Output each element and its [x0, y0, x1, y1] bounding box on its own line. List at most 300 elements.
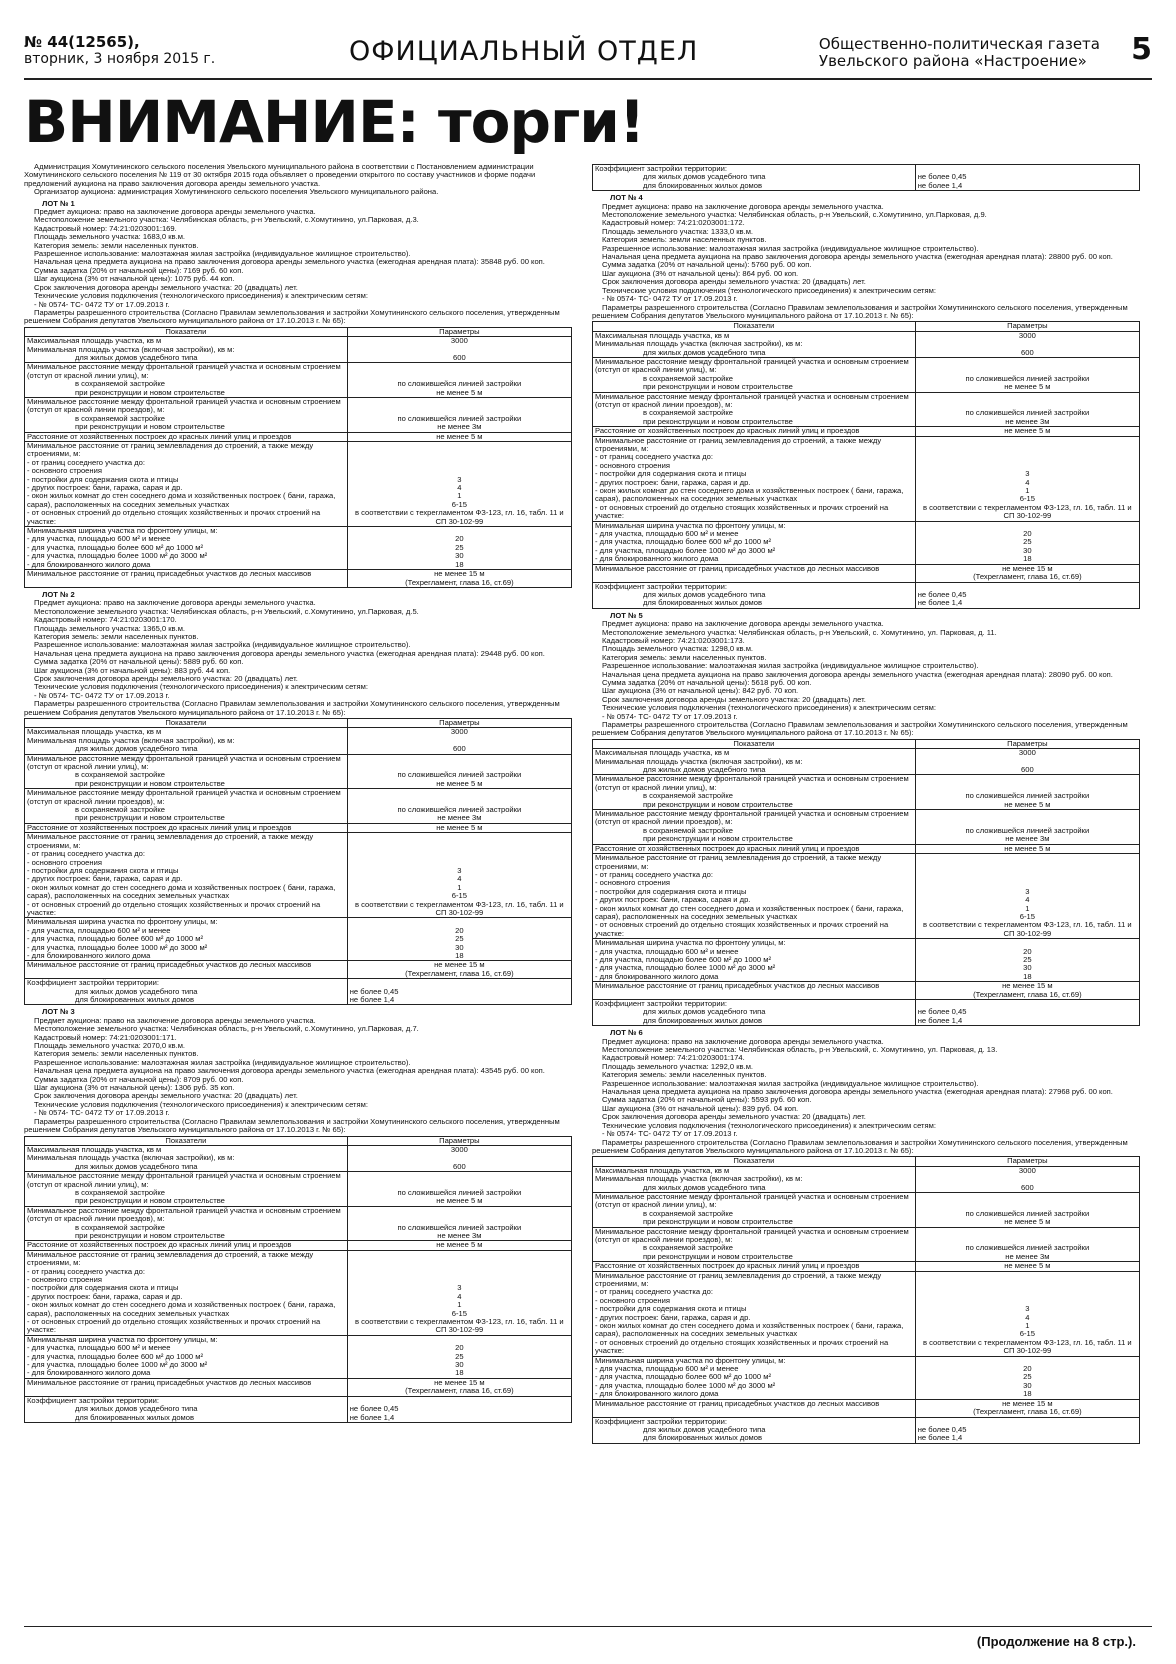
intro-organizer: Организатор аукциона: администрация Хомутининского сельского поселения Увельского муниципального района. [34, 187, 439, 197]
table-cell-value: 30 [455, 942, 464, 952]
table-cell-text: в сохраняемой застройке [643, 1243, 734, 1253]
table-cell-value: (Техрегламент, глава 16, ст.69) [405, 577, 514, 587]
table-cell-text: Минимальное расстояние от границ землевладения до строений, а также между строениями, м: [595, 1270, 882, 1288]
table-row [593, 436, 1140, 521]
lot-line: Шаг аукциона (3% от начальной цены): 1306 руб. 35 коп. [34, 1083, 235, 1093]
table-row [593, 582, 1140, 608]
table-cell: Расстояние от хозяйственных построек до красных линий улиц и проездов [593, 844, 916, 853]
lot-block [24, 200, 572, 588]
table-cell-value: по сложившейся линией застройки [397, 1222, 522, 1232]
table-cell: Расстояние от хозяйственных построек до красных линий улиц и проездов [25, 432, 348, 441]
lot-line: Срок заключения договора аренды земельного участка: 20 (двадцать) лет. [34, 282, 298, 292]
table-cell-value: по сложившейся линией застройки [397, 770, 522, 780]
table-cell-value: 1 [1025, 1321, 1030, 1331]
table-cell: Расстояние от хозяйственных построек до красных линий улиц и проездов [25, 1241, 348, 1250]
table-cell [593, 939, 916, 982]
table-cell-value: (Техрегламент, глава 16, ст.69) [973, 989, 1082, 999]
table-cell-text: для жилых домов усадебного типа [75, 1161, 198, 1171]
lot-line: Сумма задатка (20% от начальной цены): 5593 руб. 60 коп. [602, 1095, 812, 1105]
table-cell-text: Максимальная площадь участка, кв м [27, 336, 162, 346]
lot-line: Местоположение земельного участка: Челябинская область, р-н Увельский, с.Хомутинино, ул.Парковая, д.3. [34, 215, 419, 225]
table-cell-text: - от границ соседнего участка до: [27, 849, 145, 859]
table-cell: не менее 5 м [915, 427, 1139, 436]
table-cell [915, 810, 1139, 845]
lot-line: Начальная цена предмета аукциона на право заключения договора аренды земельного участка (ежегодная арендная плата): 43545 руб. 00 коп. [34, 1066, 545, 1076]
table-cell-value: 20 [1023, 946, 1032, 956]
table-cell-text: для блокированных жилых домов [643, 180, 763, 190]
table-cell-value: по сложившейся линией застройки [965, 1208, 1090, 1218]
table-cell [347, 728, 571, 754]
lot-line: Площадь земельного участка: 1365,0 кв.м. [34, 623, 186, 633]
table-row [25, 1378, 572, 1396]
table-cell-value: в соответствии с техрегламентом ФЗ-123, гл. 16, табл. 11 и СП 30-102-99 [355, 899, 564, 917]
table-cell-text: для жилых домов усадебного типа [75, 986, 198, 996]
table-cell-text: - окон жилых комнат до стен соседнего дома и хозяйственных построек ( бани, гаража, сарая), расположенных на соседних земельных участках [595, 1321, 904, 1339]
table-cell-text: - постройки для содержания скота и птицы [27, 474, 179, 484]
table-cell-value: 6-15 [451, 499, 467, 509]
table-cell-value: 25 [455, 1351, 464, 1361]
table-cell-value: 3000 [1018, 748, 1036, 758]
table-cell-value: не менее 3м [1005, 834, 1050, 844]
section-title: ОФИЦИАЛЬНЫЙ ОТДЕЛ [349, 36, 699, 67]
lot-line: Сумма задатка (20% от начальной цены): 5889 руб. 60 коп. [34, 657, 244, 667]
table-cell-value: не менее 3м [437, 1230, 482, 1240]
lot-line: Категория земель: земли населенных пунктов. [602, 235, 767, 245]
table-cell [593, 392, 916, 427]
table-cell-value: (Техрегламент, глава 16, ст.69) [405, 968, 514, 978]
table-cell [593, 357, 916, 392]
lot-line: Шаг аукциона (3% от начальной цены): 883 руб. 44 коп. [34, 665, 231, 675]
table-cell-value: 6-15 [1019, 494, 1035, 504]
lot-line: Предмет аукциона: право на заключение договора аренды земельного участка. [34, 207, 316, 217]
table-cell-text: - окон жилых комнат до стен соседнего дома и хозяйственных построек ( бани, гаража, сарая), расположенных на соседних земельных участках [595, 903, 904, 921]
table-cell-text: - от границ соседнего участка до: [27, 457, 145, 467]
table-cell-value: в соответствии с техрегламентом ФЗ-123, гл. 16, табл. 11 и СП 30-102-99 [923, 920, 1132, 938]
lot-line: Технические условия подключения (технологического присоединения) к электрическим сетям: [602, 703, 936, 713]
table-cell-text: - постройки для содержания скота и птицы [27, 1283, 179, 1293]
table-cell-text: при реконструкции и новом строительстве [643, 1251, 793, 1261]
table-cell-text: Минимальная площадь участка (включая застройки), кв м: [27, 735, 235, 745]
table-cell: не менее 5 м [915, 1262, 1139, 1271]
table-cell-text: для блокированных жилых домов [75, 1412, 195, 1422]
table-row [593, 1356, 1140, 1399]
table-cell [593, 165, 916, 191]
table-cell-text: - других построек: бани, гаража, сарая и др. [27, 874, 183, 884]
table-cell [25, 789, 348, 824]
table-cell-text: Коэффициент застройки территории: [595, 1416, 727, 1426]
table-cell-text: - для блокированного жилого дома [27, 1368, 151, 1378]
table-cell-text: - для участка, площадью более 600 м² до 1000 м² [595, 1372, 771, 1382]
lot-line: Категория земель: земли населенных пунктов. [602, 652, 767, 662]
table-cell-text: - других построек: бани, гаража, сарая и др. [27, 483, 183, 493]
table-cell-text: - от основных строений до отдельно стоящих хозяйственных и прочих строений на участке: [27, 508, 321, 526]
lot-line: Разрешенное использование: малоэтажная жилая застройка (индивидуальное жилищное строительство). [34, 249, 411, 259]
paper-name-line2: Увельского района «Настроение» [818, 52, 1087, 70]
table-cell: не менее 5 м [347, 823, 571, 832]
table-row [593, 564, 1140, 582]
table-cell-value: 3000 [1018, 1165, 1036, 1175]
table-cell-value: не более 0,45 [349, 986, 399, 996]
table-cell-value: 25 [455, 934, 464, 944]
table-cell-text: - других построек: бани, гаража, сарая и др. [27, 1291, 183, 1301]
table-cell-value: не менее 5 м [1004, 799, 1051, 809]
lot-line: Кадастровый номер: 74:21:0203001:172. [602, 218, 745, 228]
table-cell-text: - для блокированного жилого дома [595, 971, 719, 981]
table-row [25, 961, 572, 979]
table-cell-value: не менее 15 м [1002, 981, 1053, 991]
table-cell-text: Минимальное расстояние от границ землевладения до строений, а также между строениями, м: [27, 1249, 314, 1268]
table-cell [915, 1399, 1139, 1417]
table-cell-value: не менее 15 м [1002, 1398, 1053, 1408]
lot-line: Параметры разрешенного строительства (Согласно Правилам землепользования и застройки Хомутининского сельского поселения, утвержденным решением Собрания депутатов Увельского муниципального района от 17.10.2013 г. № 65): [24, 699, 560, 717]
table-cell-value: 1 [457, 491, 462, 501]
params-table-lot-1-continued [592, 164, 1140, 191]
params-table [24, 327, 572, 588]
table-cell-text: Минимальное расстояние между фронтальной границей участка и основным строением (отступ от красной линии улиц), м: [27, 362, 341, 380]
table-cell-value: не менее 15 м [434, 960, 485, 970]
table-cell-value: не менее 5 м [436, 387, 483, 397]
table-cell [915, 331, 1139, 357]
table-cell-text: - от основных строений до отдельно стоящих хозяйственных и прочих строений на участке: [27, 1317, 321, 1335]
table-cell-text: - окон жилых комнат до стен соседнего дома и хозяйственных построек ( бани, гаража, сарая), расположенных на соседних земельных участках [27, 491, 336, 509]
table-cell-value: 18 [455, 1368, 464, 1378]
lot-line: Параметры разрешенного строительства (Согласно Правилам землепользования и застройки Хомутининского сельского поселения, утвержденным решением Собрания депутатов Увельского муниципального района от 17.10.2013 г. № 65): [24, 1116, 560, 1135]
table-cell-value: 4 [457, 483, 462, 493]
table-cell-text: для жилых домов усадебного типа [75, 1404, 198, 1414]
table-row [593, 982, 1140, 1000]
table-cell-text: Коэффициент застройки территории: [27, 978, 159, 988]
table-cell [593, 436, 916, 521]
table-cell [347, 961, 571, 979]
table-cell-text: - от основных строений до отдельно стоящих хозяйственных и прочих строений на участке: [595, 502, 889, 521]
lot-title: ЛОТ № 4 [610, 193, 643, 203]
table-header: Показатели [593, 322, 916, 331]
params-table [24, 1136, 572, 1423]
lot-line: Начальная цена предмета аукциона на право заключения договора аренды земельного участка (ежегодная арендная плата): 35848 руб. 00 коп. [34, 257, 545, 267]
table-cell [915, 982, 1139, 1000]
table-cell-text: - основного строения [595, 878, 670, 888]
table-row [593, 810, 1140, 845]
table-cell [25, 363, 348, 398]
table-cell-value: 1 [1025, 486, 1030, 496]
table-cell-value: 3000 [450, 727, 468, 737]
lot-line: Параметры разрешенного строительства (Согласно Правилам землепользования и застройки Хомутининского сельского поселения, утвержденным решением Собрания депутатов Увельского муниципального района от 17.10.2013 г. № 65): [592, 1137, 1128, 1155]
table-header: Показатели [25, 1136, 348, 1145]
table-row [593, 1000, 1140, 1026]
table-cell [347, 754, 571, 789]
table-cell-text: - для участка, площадью более 1000 м² до 3000 м² [595, 545, 776, 555]
table-row [25, 754, 572, 789]
table-header: Показатели [593, 1157, 916, 1166]
table-cell-value: 3 [1025, 886, 1030, 896]
table-cell-value: не более 0,45 [349, 1404, 399, 1414]
table-cell [347, 570, 571, 588]
intro-paragraph: Администрация Хомутининского сельского поселения Увельского муниципального района в соответствии с Постановлением администрации Хомутининского сельского поселения № 119 от 30 октября 2015 года объявляет о проведении открытого по составу участников и форме подачи предложений аукциона на право заключения договора аренды земельного участка. [24, 163, 536, 188]
lot-line: Срок заключения договора аренды земельного участка: 20 (двадцать) лет. [34, 1091, 298, 1101]
table-cell-value: 1 [457, 882, 462, 892]
lot-line: Кадастровый номер: 74:21:0203001:169. [34, 223, 177, 233]
table-row [25, 1206, 572, 1241]
lot-line: Технические условия подключения (технологического присоединения) к электрическим сетям: [34, 1099, 368, 1109]
table-row [593, 1399, 1140, 1417]
table-row [25, 1250, 572, 1335]
lot-line: Срок заключения договора аренды земельного участка: 20 (двадцать) лет. [602, 694, 866, 704]
table-header: Параметры [347, 719, 571, 728]
table-cell-text: для блокированных жилых домов [643, 1015, 763, 1025]
lot-line: - № 0574- ТС- 0472 ТУ от 17.09.2013 г. [34, 690, 170, 700]
table-cell-text: при реконструкции и новом строительстве [643, 1217, 793, 1227]
table-cell-value: (Техрегламент, глава 16, ст.69) [405, 1386, 514, 1396]
table-cell-value: не более 1,4 [917, 1015, 963, 1025]
table-cell [593, 1166, 916, 1192]
lot-line: Сумма задатка (20% от начальной цены): 5618 руб. 00 коп. [602, 677, 812, 687]
table-cell-text: в сохраняемой застройке [643, 373, 734, 383]
lot-title: ЛОТ № 1 [42, 198, 75, 208]
lot-line: Разрешенное использование: малоэтажная жилая застройка (индивидуальное жилищное строительство). [602, 243, 979, 253]
lot-line: Технические условия подключения (технологического присоединения) к электрическим сетям: [34, 682, 368, 692]
table-cell-value: в соответствии с техрегламентом ФЗ-123, гл. 16, табл. 11 и СП 30-102-99 [923, 502, 1132, 521]
table-cell: Минимальное расстояние от границ присадебных участков до лесных массивов [593, 564, 916, 582]
table-cell-text: при реконструкции и новом строительстве [643, 834, 793, 844]
table-cell-text: в сохраняемой застройке [75, 805, 166, 815]
table-cell-value: 3 [457, 474, 462, 484]
lot-block [592, 1029, 1140, 1444]
table-cell-value: по сложившейся линией застройки [397, 379, 522, 389]
table-cell [593, 749, 916, 775]
table-cell-value: по сложившейся линией застройки [965, 791, 1090, 801]
lot-line: Местоположение земельного участка: Челябинская область, р-н Увельский, с. Хомутинино, ул. Парковая, д. 11. [602, 627, 997, 637]
table-cell-text: - постройки для содержания скота и птицы [27, 865, 179, 875]
lot-line: - № 0574- ТС- 0472 ТУ от 17.09.2013 г. [34, 1108, 170, 1118]
table-cell-value: 4 [457, 874, 462, 884]
table-cell-text: Минимальное расстояние от границ землевладения до строений, а также между строениями, м: [595, 435, 882, 453]
table-cell-text: - для участка, площадью 600 м² и менее [27, 925, 171, 935]
table-row [593, 392, 1140, 427]
table-cell-text: в сохраняемой застройке [75, 1187, 166, 1197]
table-row [593, 1262, 1140, 1271]
table-cell-text: при реконструкции и новом строительстве [75, 813, 225, 823]
issue-date: вторник, 3 ноября 2015 г. [24, 51, 216, 67]
table-cell [347, 1335, 571, 1378]
table-cell-value: не более 0,45 [917, 589, 967, 599]
table-cell [347, 1396, 571, 1422]
params-table [592, 739, 1140, 1026]
table-cell-value: по сложившейся линией застройки [965, 373, 1090, 383]
table-header-row [25, 1136, 572, 1145]
table-cell-text: для жилых домов усадебного типа [75, 352, 198, 362]
table-cell-value: 30 [455, 551, 464, 561]
lot-line: Предмет аукциона: право на заключение договора аренды земельного участка. [602, 201, 884, 211]
table-row [25, 1335, 572, 1378]
table-cell-text: - от основных строений до отдельно стоящих хозяйственных и прочих строений на участке: [595, 920, 889, 938]
table-cell [915, 582, 1139, 608]
table-cell-value: 25 [1023, 1372, 1032, 1382]
table-cell [593, 582, 916, 608]
lot-line: Сумма задатка (20% от начальной цены): 5760 руб. 00 коп. [602, 260, 812, 270]
table-cell [593, 1271, 916, 1356]
table-cell-text: Минимальная ширина участка по фронтону улицы, м: [595, 938, 786, 948]
table-cell-text: для жилых домов усадебного типа [643, 589, 766, 599]
table-cell-value: 3 [1025, 469, 1030, 479]
table-cell-value: 3000 [1018, 330, 1036, 340]
table-cell [347, 979, 571, 1005]
lot-line: Технические условия подключения (технологического присоединения) к электрическим сетям: [602, 1120, 936, 1130]
right-column [592, 163, 1140, 1611]
table-cell-value: не менее 3м [437, 422, 482, 432]
lot-line: Кадастровый номер: 74:21:0203001:173. [602, 635, 745, 645]
table-cell: не менее 5 м [347, 1241, 571, 1250]
lot-line: Категория земель: земли населенных пунктов. [34, 1049, 199, 1059]
table-cell-text: - основного строения [27, 857, 102, 867]
table-cell [347, 363, 571, 398]
table-cell [593, 521, 916, 564]
table-cell-text: для жилых домов усадебного типа [75, 744, 198, 754]
table-cell [915, 1417, 1139, 1443]
table-cell [915, 165, 1139, 191]
table-row [593, 521, 1140, 564]
paper-name-line1: Общественно-политическая газета [818, 35, 1100, 53]
params-table [592, 1156, 1140, 1443]
lot-line: Начальная цена предмета аукциона на право заключения договора аренды земельного участка (ежегодная арендная плата): 27968 руб. 00 коп. [602, 1087, 1113, 1097]
table-cell-text: в сохраняемой застройке [75, 413, 166, 423]
table-cell-text: - постройки для содержания скота и птицы [595, 1304, 747, 1314]
table-cell-text: - других построек: бани, гаража, сарая и др. [595, 477, 751, 487]
table-cell: Расстояние от хозяйственных построек до красных линий улиц и проездов [593, 427, 916, 436]
lot-line: Шаг аукциона (3% от начальной цены): 842 руб. 70 коп. [602, 686, 799, 696]
lot-line: - № 0574- ТС- 0472 ТУ от 17.09.2013 г. [602, 1129, 738, 1139]
table-row [25, 918, 572, 961]
table-cell-value: 600 [453, 744, 466, 754]
table-cell-text: Минимальное расстояние между фронтальной границей участка и основным строением (отступ от красной линии улиц), м: [595, 774, 909, 792]
table-cell-value: не менее 5 м [436, 778, 483, 788]
table-cell-value: в соответствии с техрегламентом ФЗ-123, гл. 16, табл. 11 и СП 30-102-99 [355, 1317, 564, 1335]
table-row [593, 427, 1140, 436]
table-cell [25, 337, 348, 363]
table-cell-text: - для участка, площадью 600 м² и менее [595, 529, 739, 539]
table-cell-value: 20 [455, 925, 464, 935]
table-cell-value: 18 [455, 950, 464, 960]
table-cell-value: 1 [1025, 903, 1030, 913]
issue-info [24, 34, 215, 67]
table-header: Параметры [915, 739, 1139, 748]
table-cell-value: 6-15 [1019, 1329, 1035, 1339]
table-cell-text: Минимальная площадь участка (включая застройки), кв м: [27, 1153, 235, 1163]
table-cell-text: - для блокированного жилого дома [27, 950, 151, 960]
lot-line: Площадь земельного участка: 2070,0 кв.м. [34, 1041, 186, 1051]
table-cell [25, 442, 348, 527]
table-cell-value: не более 1,4 [349, 1412, 395, 1422]
table-cell-text: - для блокированного жилого дома [595, 554, 719, 564]
table-cell-text: для блокированных жилых домов [75, 995, 195, 1004]
params-table [592, 321, 1140, 608]
table-cell-text: для жилых домов усадебного типа [643, 1182, 766, 1192]
table-cell-text: для блокированных жилых домов [643, 1433, 763, 1443]
table-cell-value: не более 0,45 [917, 1007, 967, 1017]
table-cell [347, 337, 571, 363]
table-cell-value: 18 [1023, 1389, 1032, 1399]
table-header: Показатели [593, 739, 916, 748]
table-cell: Минимальное расстояние от границ присадебных участков до лесных массивов [25, 570, 348, 588]
table-cell-value: 4 [1025, 895, 1030, 905]
table-cell-text: в сохраняемой застройке [643, 825, 734, 835]
table-cell-value: 1 [457, 1300, 462, 1310]
table-cell-value: не менее 5 м [1004, 382, 1051, 392]
lot-line: Площадь земельного участка: 1298,0 кв.м. [602, 644, 754, 654]
table-row [593, 1192, 1140, 1227]
table-cell-text: Минимальная площадь участка (включая застройки), кв м: [595, 1174, 803, 1184]
lot-line: Срок заключения договора аренды земельного участка: 20 (двадцать) лет. [602, 277, 866, 287]
table-cell [915, 749, 1139, 775]
table-cell-value: не менее 15 м [1002, 563, 1053, 573]
table-cell [915, 564, 1139, 582]
lot-title: ЛОТ № 6 [610, 1028, 643, 1038]
table-cell-value: 600 [453, 1161, 466, 1171]
table-row [593, 854, 1140, 939]
table-cell-text: при реконструкции и новом строительстве [643, 416, 793, 426]
table-cell-text: - от границ соседнего участка до: [595, 452, 713, 462]
table-cell-value: 6-15 [451, 1308, 467, 1318]
table-row [593, 1417, 1140, 1443]
table-row [593, 939, 1140, 982]
table-cell-value: 30 [1023, 1380, 1032, 1390]
table-cell-text: Минимальное расстояние между фронтальной границей участка и основным строением (отступ от красной линии проездов), м: [595, 391, 909, 409]
table-cell [347, 1378, 571, 1396]
table-cell-value: по сложившейся линией застройки [397, 1187, 522, 1197]
table-cell-text: для жилых домов усадебного типа [643, 1007, 766, 1017]
table-row [25, 728, 572, 754]
table-cell [25, 1172, 348, 1207]
table-cell-text: в сохраняемой застройке [643, 408, 734, 418]
table-row [593, 1166, 1140, 1192]
table-cell-text: Максимальная площадь участка, кв м [27, 727, 162, 737]
table-cell-text: при реконструкции и новом строительстве [75, 1196, 225, 1206]
table-cell-text: - для участка, площадью более 600 м² до 1000 м² [27, 542, 203, 552]
table-cell-text: в сохраняемой застройке [643, 791, 734, 801]
table-cell [347, 527, 571, 570]
table-row [593, 331, 1140, 357]
table-cell-value: 600 [1021, 1182, 1034, 1192]
table-cell-text: Коэффициент застройки территории: [27, 1395, 159, 1405]
table-cell [915, 854, 1139, 939]
lot-line: Предмет аукциона: право на заключение договора аренды земельного участка. [34, 1015, 316, 1025]
table-cell-text: - для участка, площадью 600 м² и менее [595, 946, 739, 956]
lot-line: Предмет аукциона: право на заключение договора аренды земельного участка. [34, 598, 316, 608]
table-cell [347, 833, 571, 918]
table-cell [347, 1145, 571, 1171]
table-row [593, 775, 1140, 810]
table-cell-text: - окон жилых комнат до стен соседнего дома и хозяйственных построек ( бани, гаража, сарая), расположенных на соседних земельных участках [595, 486, 904, 504]
table-cell [915, 939, 1139, 982]
table-cell-text: - для участка, площадью более 600 м² до 1000 м² [27, 934, 203, 944]
table-cell-text: Минимальное расстояние между фронтальной границей участка и основным строением (отступ от красной линии улиц), м: [595, 356, 909, 375]
table-cell-text: - для участка, площадью более 1000 м² до 3000 м² [27, 551, 208, 561]
table-cell-text: - от границ соседнего участка до: [595, 869, 713, 879]
lot-line: Предмет аукциона: право на заключение договора аренды земельного участка. [602, 1036, 884, 1046]
headline: ВНИМАНИЕ: торги! [24, 88, 645, 156]
table-cell-text: для жилых домов усадебного типа [643, 347, 766, 357]
lot-block [592, 194, 1140, 609]
lot-line: Шаг аукциона (3% от начальной цены): 864 руб. 00 коп. [602, 268, 799, 278]
table-cell-value: не менее 3м [1005, 1251, 1050, 1261]
table-row [25, 397, 572, 432]
table-row [593, 1227, 1140, 1262]
table-cell [347, 789, 571, 824]
table-row [25, 337, 572, 363]
table-row [593, 749, 1140, 775]
table-cell-value: не более 0,45 [917, 172, 967, 182]
table-cell-text: - основного строения [595, 1295, 670, 1305]
table-cell-text: - других построек: бани, гаража, сарая и др. [595, 895, 751, 905]
